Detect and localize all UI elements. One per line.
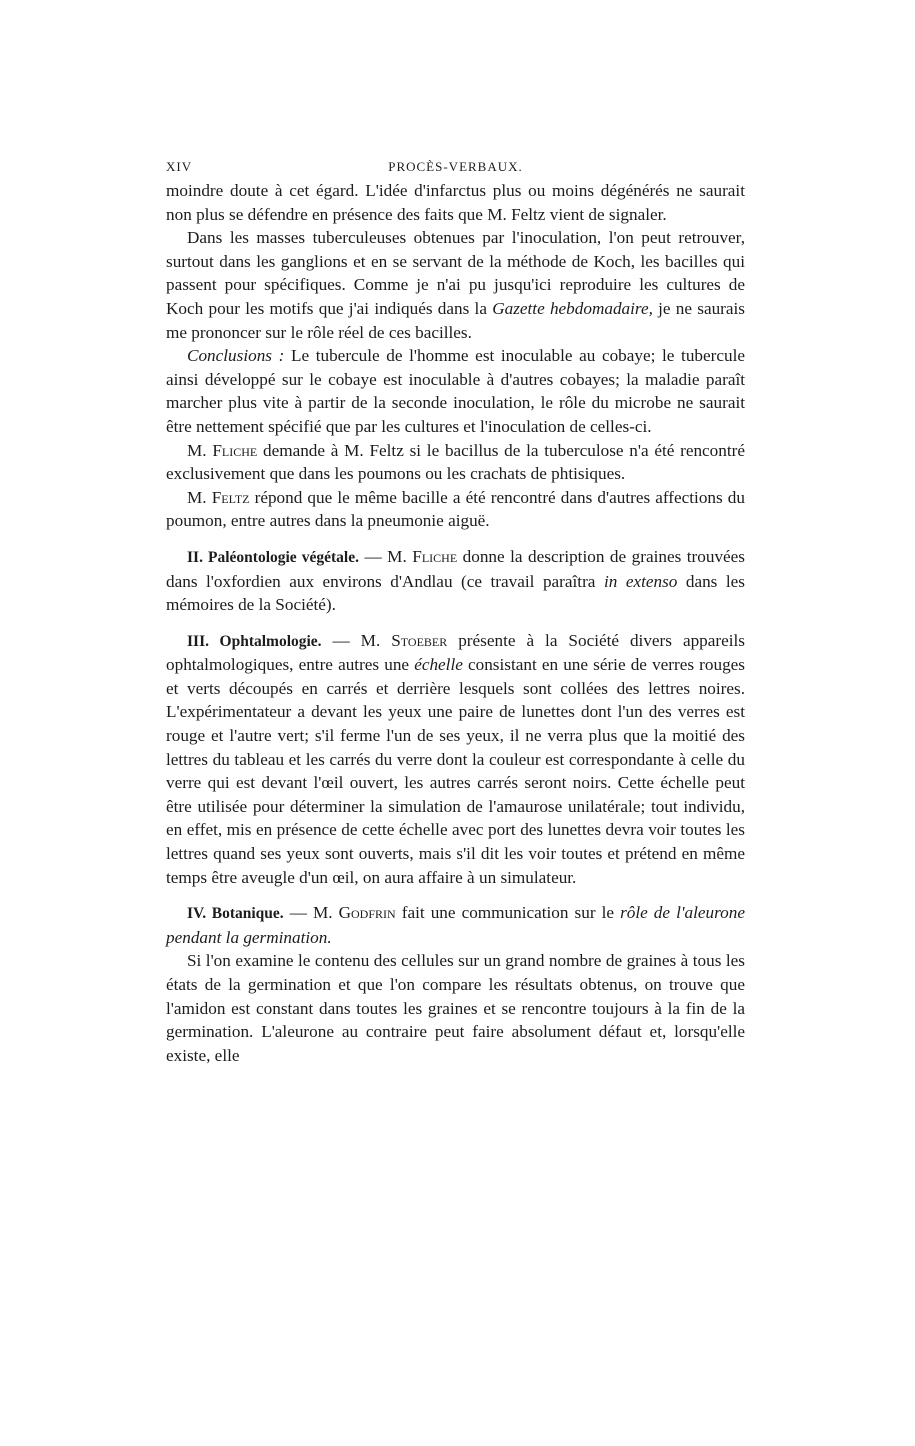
paragraph-aleurone: Si l'on examine le contenu des cellules sur un grand nombre de graines à tous les états de la germination et que l'on compare les résultats obtenus, on trouve que l'amidon est constant dans toutes les graines et se rencontre toujours à la fin de la germination. L'aleurone au contraire peut faire absolument défaut et, lorsqu'elle existe, elle: [166, 951, 745, 1065]
speaker-name: Godfrin: [338, 903, 396, 923]
paragraph-fliche-question: M. Fliche demande à M. Feltz si le bacillus de la tuberculose n'a été rencontré exclusivement que dans les poumons ou les crachats de phtisiques.: [166, 440, 745, 484]
page-number: XIV: [166, 159, 193, 174]
conclusions-lead: Conclusions :: [187, 346, 285, 366]
section-botanique: IV. Botanique. — M. Godfrin fait une communication sur le rôle de l'aleurone pendant la germination.: [166, 903, 745, 947]
paragraph-tuberculous-masses: Dans les masses tuberculeuses obtenues par l'inoculation, l'on peut retrouver, surtout dans les ganglions et en se servant de la méthode de Koch, les bacilles qui passent pour spécifiques. Comme je n'ai pu jusqu'ici reproduire les cultures de Koch pour les motifs que j'ai indiqués dans la Gazette hebdomadaire, je ne saurais me prononcer sur le rôle réel de ces bacilles.: [166, 228, 745, 342]
section-heading: IV. Botanique.: [187, 905, 284, 923]
section-heading: III. Ophtalmologie.: [187, 632, 322, 650]
section-paleontologie: II. Paléontologie végétale. — M. Fliche donne la description de graines trouvées dans l'oxfordien aux environs d'Andlau (ce travail paraîtra in extenso dans les mémoires de la Société).: [166, 546, 745, 615]
body-text: [166, 179, 745, 1067]
running-title: PROCÈS-VERBAUX.: [388, 159, 523, 174]
journal-title: Gazette hebdomadaire,: [492, 298, 653, 318]
paragraph-conclusions: Conclusions : Le tubercule de l'homme est inoculable au cobaye; le tubercule ainsi développé sur le cobaye est inoculable à d'autres cobayes; la maladie paraît marcher plus vite à partir de la seconde inoculation, le rôle du microbe ne saurait être nettement spécifié que par les cultures et l'inoculation de celles-ci.: [166, 346, 745, 436]
section-ophtalmologie: III. Ophtalmologie. — M. Stoeber présente à la Société divers appareils ophtalmologiques, entre autres une échelle consistant en une série de verres rouges et verts découpés en carrés et derrière lesquels sont collées des lettres noires. L'expérimentateur a devant les yeux une paire de lunettes dont l'un des verres est rouge et l'autre vert; s'il ferme l'un de ses yeux, il ne verra plus que la moitié des lettres du tableau et les carrés du verre dont la couleur est correspondante à celle du verre qui est devant l'œil ouvert, les autres carrés seront noirs. Cette échelle peut être utilisée pour déterminer la simulation de l'amaurose unilatérale; tout individu, en effet, mis en présence de cette échelle avec port des lunettes devra voir toutes les lettres quand ses yeux sont ouverts, mais s'il dit les voir toutes et prétend en même temps être aveugle d'un œil, on aura affaire à un simulateur.: [166, 630, 746, 887]
paragraph-continuation: moindre doute à cet égard. L'idée d'infarctus plus ou moins dégénérés ne saurait non plus se défendre en présence des faits que M. Feltz vient de signaler.: [166, 181, 745, 224]
speaker-name: Fliche: [412, 546, 458, 566]
running-header: [166, 155, 745, 179]
speaker-name: Fliche: [212, 440, 258, 460]
speaker-name: Feltz: [211, 487, 250, 507]
paragraph-feltz-reply: M. Feltz répond que le même bacille a été rencontré dans d'autres affections du poumon, entre autres dans la pneumonie aiguë.: [166, 487, 745, 531]
section-heading: II. Paléontologie végétale.: [187, 548, 359, 566]
speaker-name: Stoeber: [391, 630, 448, 650]
